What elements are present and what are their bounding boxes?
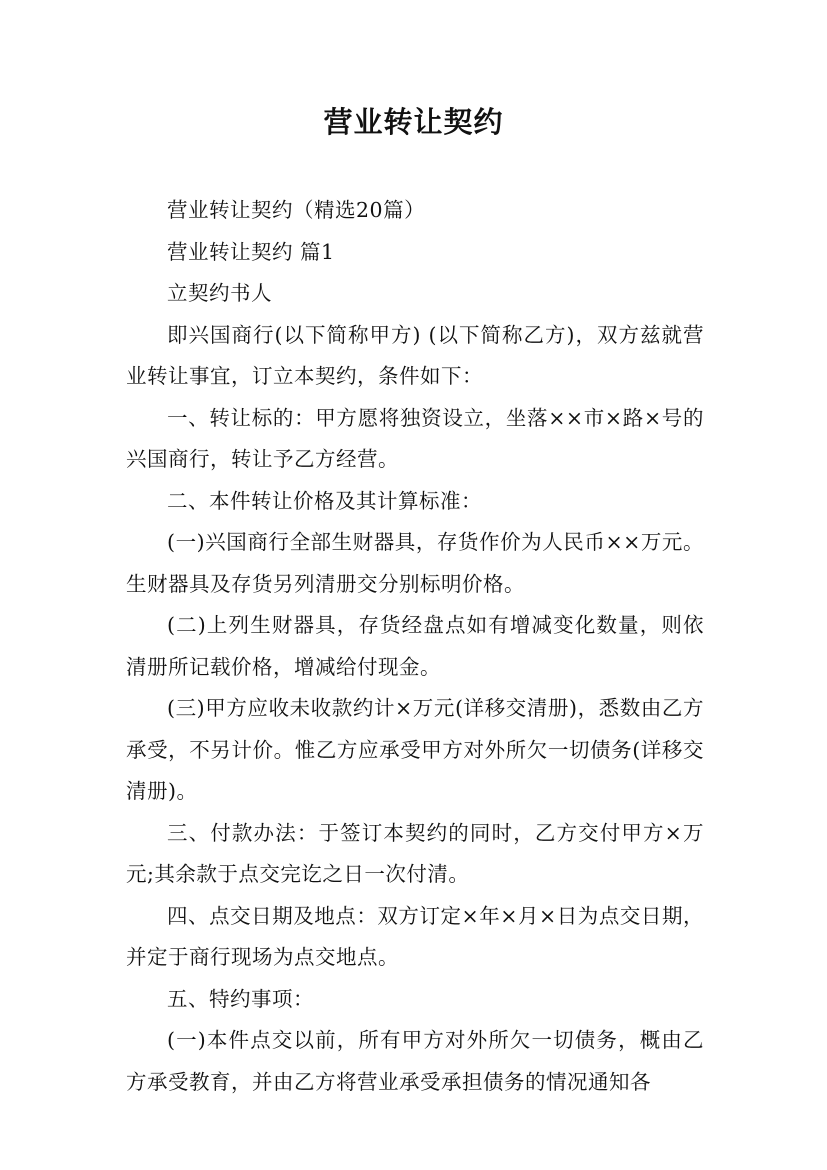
paragraph-clause-2: 二、本件转让价格及其计算标准：: [167, 488, 482, 513]
document-title: 营业转让契约: [323, 105, 504, 139]
paragraph-clause-5: 五、特约事项：: [167, 986, 314, 1011]
paragraph-clause-4: 四、点交日期及地点：双方订定×年×月×日为点交日期，并定于商行现场为点交地点。: [126, 903, 704, 969]
paragraph-clause-2-2: (二)上列生财器具，存货经盘点如有增减变化数量，则依清册所记载价格，增减给付现金。: [126, 613, 704, 679]
paragraph-section-heading: 营业转让契约 篇1: [167, 239, 335, 264]
paragraph-clause-2-3: (三)甲方应收未收款约计×万元(详移交清册)，悉数由乙方承受，不另计价。惟乙方应承受甲方对外所欠一切债务(详移交清册)。: [126, 696, 704, 803]
document-body: [126, 190, 704, 1103]
paragraph-clause-1: 一、转让标的：甲方愿将独资设立，坐落××市×路×号的兴国商行，转让予乙方经营。: [126, 405, 704, 471]
paragraph-clause-5-1: (一)本件点交以前，所有甲方对外所欠一切债务，概由乙方承受教育，并由乙方将营业承受承担债务的情况通知各: [126, 1028, 704, 1094]
paragraph-clause-3: 三、付款办法：于签订本契约的同时，乙方交付甲方×万元;其余款于点交完讫之日一次付清。: [126, 820, 704, 886]
paragraph-parties: 立契约书人: [167, 281, 272, 305]
paragraph-preamble: 即兴国商行(以下简称甲方) (以下简称乙方)，双方兹就营业转让事宜，订立本契约，条件如下：: [126, 322, 704, 388]
paragraph-clause-2-1: (一)兴国商行全部生财器具，存货作价为人民币××万元。生财器具及存货另列清册交分别标明价格。: [126, 530, 704, 596]
paragraph-subtitle: 营业转让契约（精选20篇）: [167, 198, 426, 222]
